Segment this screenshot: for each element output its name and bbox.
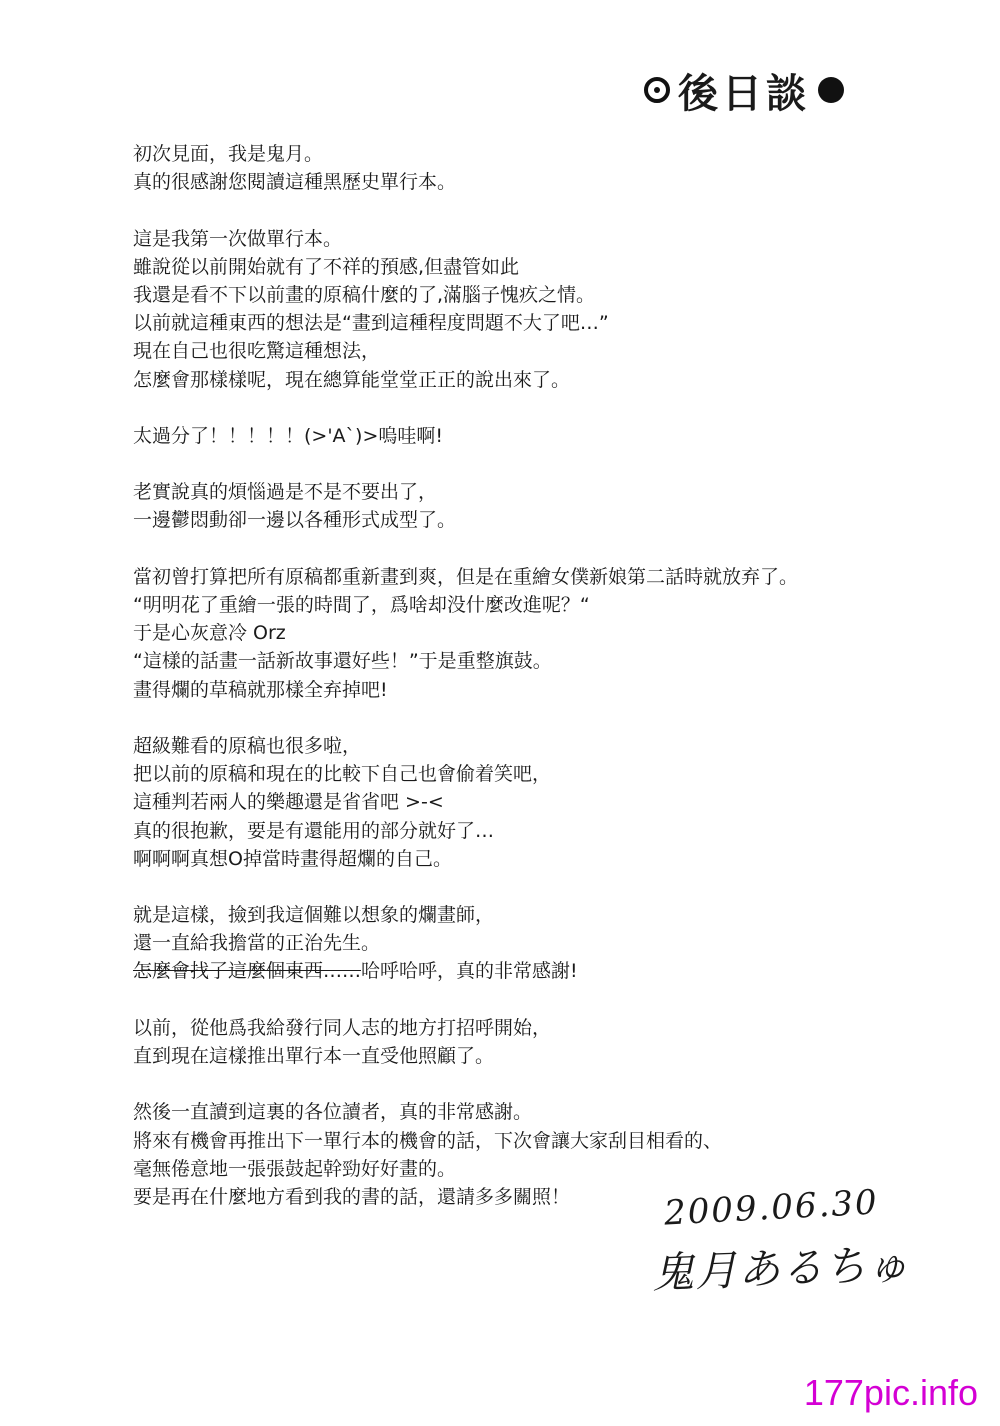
text-line: 真的很感謝您閱讀這種黑歷史單行本。 — [133, 171, 457, 194]
text-line: 一邊鬱悶動卻一邊以各種形式成型了。 — [133, 509, 457, 532]
text-line: 真的很抱歉，要是有還能用的部分就好了… — [133, 819, 495, 842]
circle-ornament-icon — [644, 77, 670, 103]
text-line: 初次見面，我是鬼月。 — [133, 143, 324, 165]
text-line: 這種判若兩人的樂趣還是省省吧 >-< — [133, 791, 444, 814]
signature-date: 2009.06.30 — [663, 1182, 880, 1234]
text-line: 將來有機會再推出下一單行本的機會的話，下次會讓大家刮目相看的、 — [133, 1129, 723, 1152]
text-line: 要是再在什麼地方看到我的書的話，還請多多關照！ — [133, 1185, 571, 1208]
signature-name: 鬼月あるちゅ — [651, 1239, 911, 1298]
thanks-text: 哈呼哈呼，真的非常感謝! — [361, 960, 578, 983]
text-line: 畫得爛的草稿就那樣全弃掉吧! — [133, 678, 388, 701]
watermark: 177pic.info — [803, 1372, 978, 1413]
text-line: 以前，從他爲我給發行同人志的地方打招呼開始， — [133, 1016, 552, 1039]
text-line: 然後一直讀到這裏的各位讀者，真的非常感謝。 — [133, 1101, 533, 1124]
text-line: 把以前的原稿和現在的比較下自己也會偷着笑吧， — [133, 763, 552, 786]
text-line: 毫無倦意地一張張鼓起幹勁好好畫的。 — [133, 1157, 457, 1180]
text-line: “這樣的話畫一話新故事還好些！”于是重整旗鼓。 — [133, 650, 552, 673]
text-line: 超級難看的原稿也很多啦， — [133, 734, 362, 757]
struck-text-line — [133, 957, 893, 985]
title-text: 後日談 — [678, 70, 810, 117]
text-line: 直到現在這樣推出單行本一直受他照顧了。 — [133, 1045, 495, 1067]
text-line: 老實說真的煩惱過是不是不要出了， — [133, 481, 438, 504]
afterword-body — [133, 140, 893, 1211]
text-line: 我還是看不下以前畫的原稿什麼的了,滿腦子愧疚之情。 — [133, 283, 596, 306]
text-line: 太過分了！！！！！(>'A`)>嗚哇啊! — [133, 424, 444, 447]
text-line: 就是這樣，撿到我這個難以想象的爛畫師， — [133, 904, 495, 927]
text-line: 雖說從以前開始就有了不祥的預感,但盡管如此 — [133, 255, 520, 278]
page-title — [644, 60, 884, 120]
text-line: 這是我第一次做單行本。 — [133, 227, 343, 250]
filled-circle-ornament-icon — [818, 77, 844, 103]
text-line: 于是心灰意冷 Orz — [133, 622, 286, 645]
text-line: 以前就這種東西的想法是“畫到這種程度問題不大了吧…” — [133, 312, 609, 335]
text-line: “明明花了重繪一張的時間了，爲啥却没什麼改進呢？“ — [133, 594, 590, 616]
text-line: 啊啊啊真想O掉當時畫得超爛的自己。 — [133, 847, 452, 870]
struck-text: 怎麼會找了這麼個東西…… — [133, 960, 362, 983]
text-line: 現在自己也很吃驚這種想法， — [133, 340, 381, 363]
text-line: 還一直給我擔當的正治先生。 — [133, 932, 381, 955]
text-line: 當初曾打算把所有原稿都重新畫到爽，但是在重繪女僕新娘第二話時就放弃了。 — [133, 565, 799, 588]
text-line: 怎麼會那樣樣呢，現在總算能堂堂正正的說出來了。 — [133, 368, 571, 391]
